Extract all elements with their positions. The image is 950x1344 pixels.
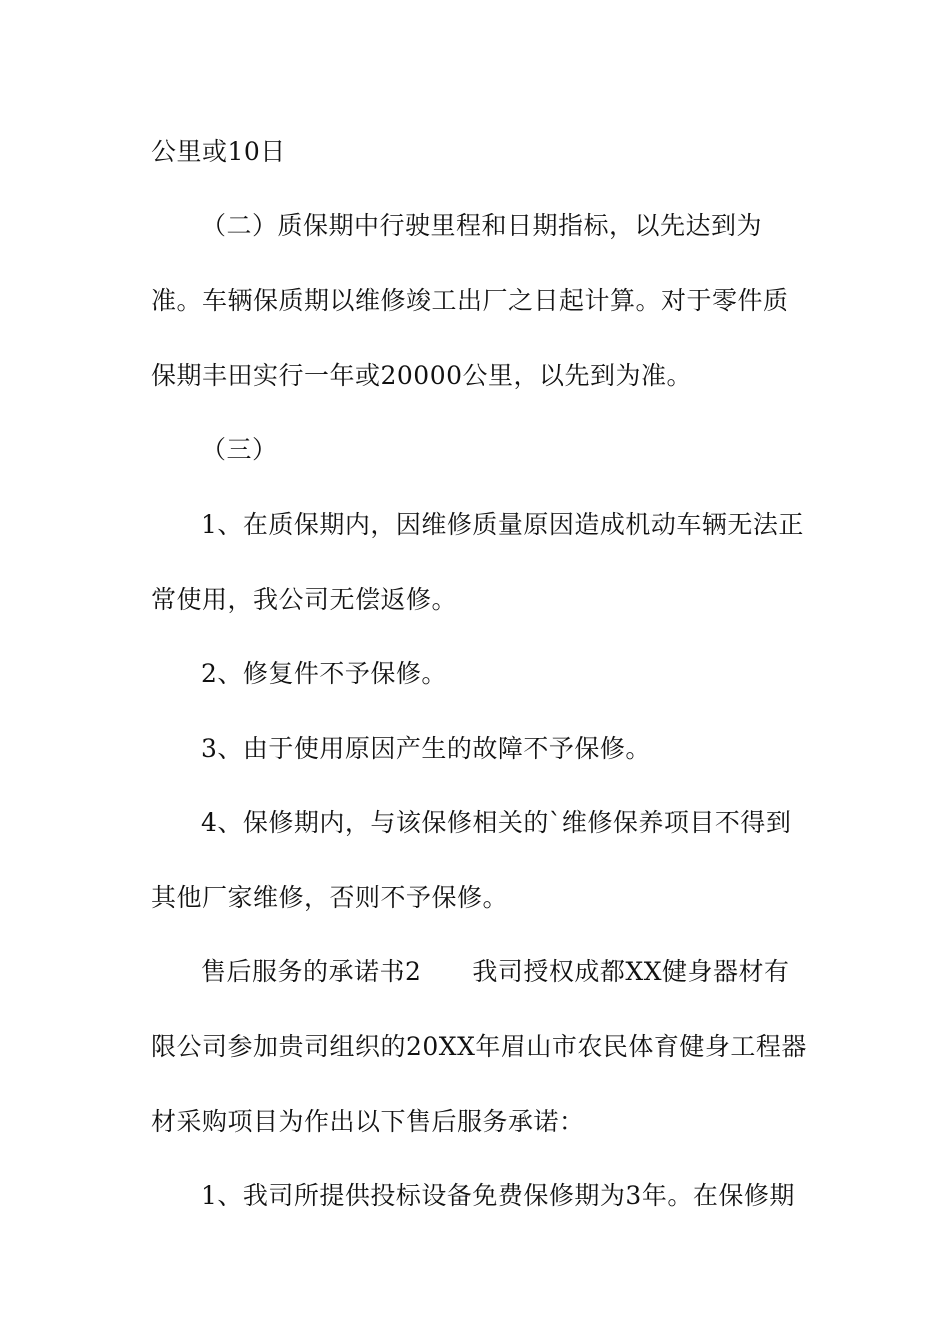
text-line: 3、由于使用原因产生的故障不予保修。 bbox=[201, 734, 651, 763]
text-line: （三） bbox=[201, 435, 278, 464]
text-line: 限公司参加贵司组织的20XX年眉山市农民体育健身工程器 bbox=[151, 1032, 807, 1061]
text-line: 其他厂家维修，否则不予保修。 bbox=[151, 883, 509, 912]
text-line: 1、在质保期内，因维修质量原因造成机动车辆无法正 bbox=[201, 510, 804, 539]
text-line: 1、我司所提供投标设备免费保修期为3年。在保修期 bbox=[201, 1181, 795, 1210]
text-line: 保期丰田实行一年或20000公里，以先到为准。 bbox=[151, 361, 693, 390]
text-line: 常使用，我公司无偿返修。 bbox=[151, 585, 458, 614]
text-line: 4、保修期内，与该保修相关的`维修保养项目不得到 bbox=[201, 808, 792, 837]
text-line: （二）质保期中行驶里程和日期指标，以先达到为 bbox=[201, 211, 763, 240]
text-line: 公里或10日 bbox=[151, 137, 286, 166]
text-line: 2、修复件不予保修。 bbox=[201, 659, 447, 688]
text-line: 材采购项目为作出以下售后服务承诺： bbox=[151, 1107, 585, 1136]
text-line: 售后服务的承诺书2 我司授权成都XX健身器材有 bbox=[201, 957, 790, 986]
text-line: 准。车辆保质期以维修竣工出厂之日起计算。对于零件质 bbox=[151, 286, 789, 315]
